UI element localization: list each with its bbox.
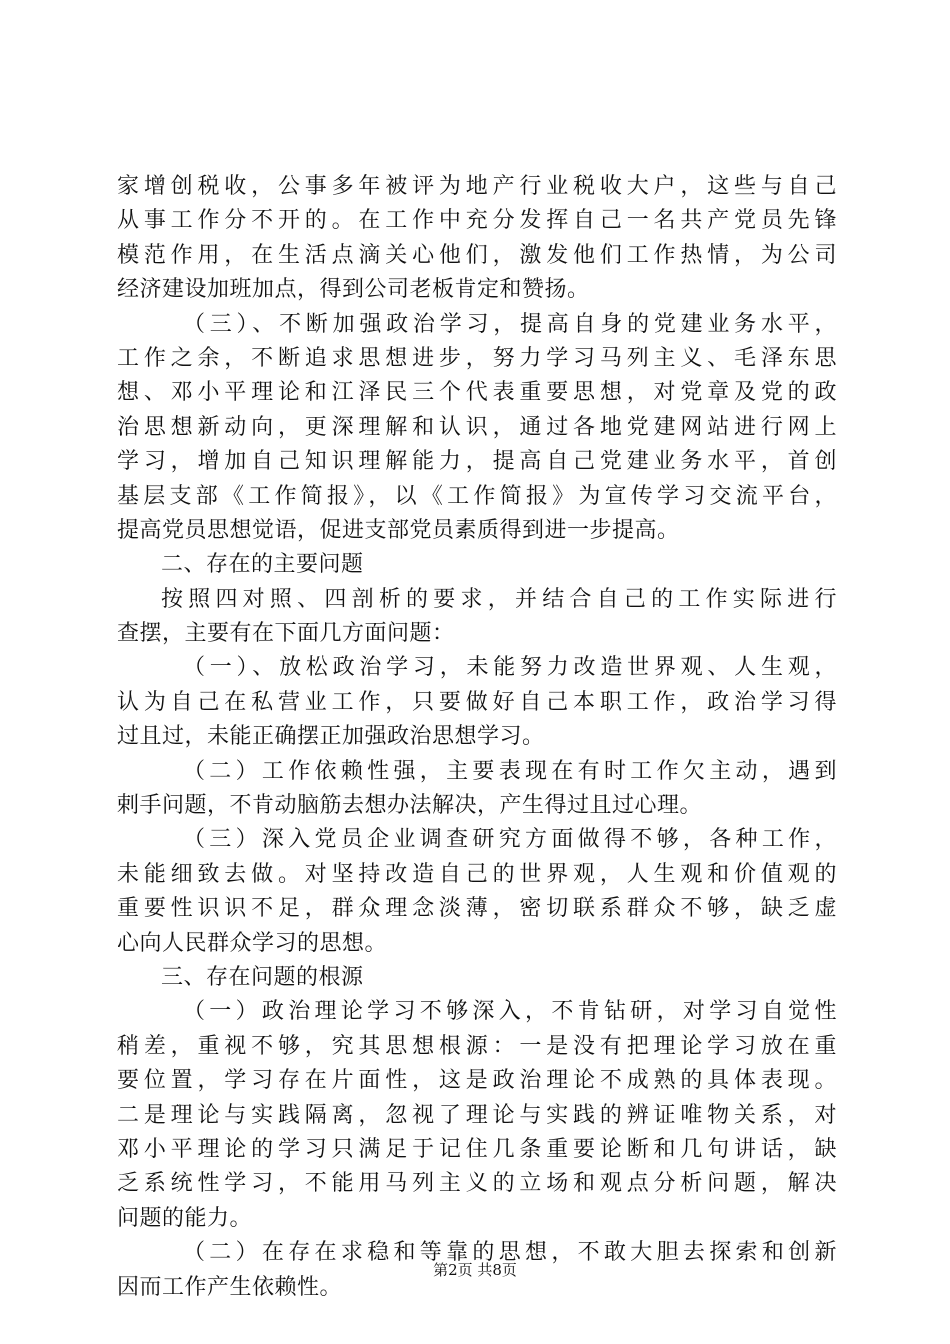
text-line: 经济建设加班加点，得到公司老板肯定和赞扬。 (117, 277, 590, 303)
document-body (117, 170, 837, 1305)
text-line: 家增创税收，公事多年被评为地产行业税收大户，这些与自己 (117, 174, 837, 199)
text-line: 查摆，主要有在下面几方面问题： (117, 621, 455, 647)
section-heading: 三、存在问题的根源 (161, 964, 364, 990)
text-line: （二）工作依赖性强，主要表现在有时工作欠主动，遇到 (183, 758, 837, 784)
text-line: 按照四对照、四剖析的要求，并结合自己的工作实际进行 (161, 586, 837, 612)
text-line: 学习，增加自己知识理解能力，提高自己党建业务水平，首创 (117, 449, 837, 475)
text-line: 想、邓小平理论和江泽民三个代表重要思想，对党章及党的政 (117, 380, 837, 406)
text-line: 重要性识识不足，群众理念淡薄，密切联系群众不够，缺乏虚 (117, 896, 837, 922)
text-line: 乏系统性学习，不能用马列主义的立场和观点分析问题，解决 (117, 1171, 837, 1197)
text-line: 因而工作产生依赖性。 (117, 1274, 343, 1300)
text-line: 过且过，未能正确摆正加强政治思想学习。 (117, 724, 545, 750)
text-line: 从事工作分不开的。在工作中充分发挥自己一名共产党员先锋 (117, 208, 837, 234)
text-line: 要位置，学习存在片面性，这是政治理论不成熟的具体表现。 (117, 1068, 837, 1094)
text-line: 问题的能力。 (117, 1205, 253, 1231)
text-line: （一）政治理论学习不够深入，不肯钻研，对学习自觉性 (183, 999, 837, 1025)
text-line: 稍差，重视不够，究其思想根源：一是没有把理论学习放在重 (117, 1033, 837, 1059)
text-line: （二）在存在求稳和等靠的思想，不敢大胆去探索和创新 (183, 1240, 837, 1266)
text-line: 工作之余，不断追求思想进步，努力学习马列主义、毛泽东思 (117, 345, 837, 371)
text-line: 心向人民群众学习的思想。 (117, 930, 388, 956)
text-line: 剌手问题，不肯动脑筋去想办法解决，产生得过且过心理。 (117, 793, 703, 819)
text-line: 治思想新动向，更深理解和认识，通过各地党建网站进行网上 (117, 414, 837, 440)
text-line: （三）、不断加强政治学习，提高自身的党建业务水平， (183, 311, 837, 337)
text-line: 二是理论与实践隔离，忽视了理论与实践的辨证唯物关系，对 (117, 1102, 837, 1128)
text-line: 认为自己在私营业工作，只要做好自己本职工作，政治学习得 (117, 689, 837, 715)
section-heading: 二、存在的主要问题 (161, 552, 364, 578)
text-line: （一）、放松政治学习，未能努力改造世界观、人生观， (183, 655, 837, 681)
text-line: 提高党员思想觉语，促进支部党员素质得到进一步提高。 (117, 517, 680, 543)
text-line: 模范作用，在生活点滴关心他们，激发他们工作热情，为公司 (117, 242, 837, 268)
text-line: （三）深入党员企业调查研究方面做得不够，各种工作， (183, 827, 837, 853)
page-number-footer: 第2页 共8页 (433, 1261, 517, 1279)
text-line: 基层支部《工作简报》，以《工作简报》为宣传学习交流平台， (117, 483, 837, 509)
text-line: 未能细致去做。对坚持改造自己的世界观，人生观和价值观的 (117, 861, 837, 887)
text-line: 邓小平理论的学习只满足于记住几条重要论断和几句讲话，缺 (117, 1136, 837, 1162)
